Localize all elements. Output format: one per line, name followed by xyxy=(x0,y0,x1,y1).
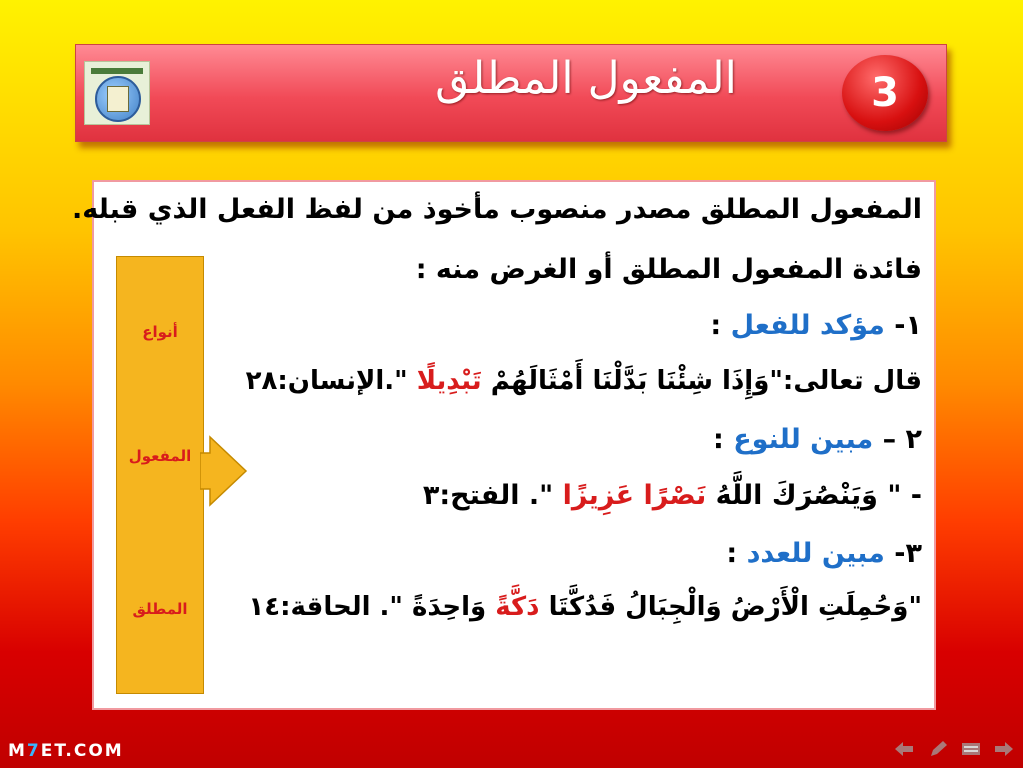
type1-number: ١- xyxy=(894,310,922,341)
type3-colon: : xyxy=(726,538,738,569)
nav-forward-icon[interactable] xyxy=(993,740,1015,758)
example3-line xyxy=(248,592,922,622)
example2-prefix: - " وَيَنْصُرَكَ اللَّهُ xyxy=(715,480,922,511)
side-label-absolute: المطلق xyxy=(132,600,188,618)
type3-number: ٣- xyxy=(894,538,922,569)
site-watermark xyxy=(8,741,124,761)
type1-label: مؤكد للفعل xyxy=(730,310,885,341)
example3-suffix: وَاحِدَةً ". الحاقة:١٤ xyxy=(248,592,487,622)
menu-icon[interactable] xyxy=(960,740,982,758)
side-label-object: المفعول xyxy=(128,447,192,465)
definition-line: المفعول المطلق مصدر منصوب مأخوذ من لفظ الفعل الذي قبله. xyxy=(72,194,922,225)
example2-highlight: نَصْرًا عَزِيزًا xyxy=(562,480,707,511)
watermark-part1: M xyxy=(8,741,27,761)
type3-label: مبين للعدد xyxy=(746,538,885,569)
example1-line xyxy=(246,366,922,396)
nav-back-icon[interactable] xyxy=(893,740,915,758)
example3-prefix: "وَحُمِلَتِ الْأَرْضُ وَالْجِبَالُ فَدُكَّتَا xyxy=(548,592,922,622)
example2-suffix: ". الفتح:٣ xyxy=(422,480,554,511)
slide-number-badge: 3 xyxy=(842,55,928,131)
side-label-types: أنواع xyxy=(142,323,178,341)
example1-suffix: ".الإنسان:٢٨ xyxy=(245,366,408,396)
example3-highlight: دَكَّةً xyxy=(495,592,540,622)
type2-label: مبين للنوع xyxy=(733,424,874,455)
slide-title: المفعول المطلق xyxy=(435,53,737,104)
type3-heading xyxy=(726,538,922,569)
type2-heading xyxy=(713,424,922,455)
example1-prefix: قال تعالى:"وَإِذَا شِئْنَا بَدَّلْنَا أَمْثَالَهُمْ xyxy=(490,366,922,396)
purpose-line: فائدة المفعول المطلق أو الغرض منه : xyxy=(415,254,922,285)
type2-colon: : xyxy=(712,424,724,455)
arrow-right-icon xyxy=(200,435,248,507)
watermark-part2: 7 xyxy=(26,741,41,761)
watermark-part3: ET.COM xyxy=(40,741,124,761)
type1-heading xyxy=(710,310,922,341)
example1-highlight: تَبْدِيلًا xyxy=(416,366,482,396)
types-side-panel xyxy=(116,256,204,694)
type2-number: ٢ – xyxy=(882,424,922,455)
type1-colon: : xyxy=(710,310,722,341)
example2-line xyxy=(423,480,922,511)
pen-icon[interactable] xyxy=(927,740,949,758)
title-bar xyxy=(75,44,947,142)
logo-icon xyxy=(84,61,150,125)
